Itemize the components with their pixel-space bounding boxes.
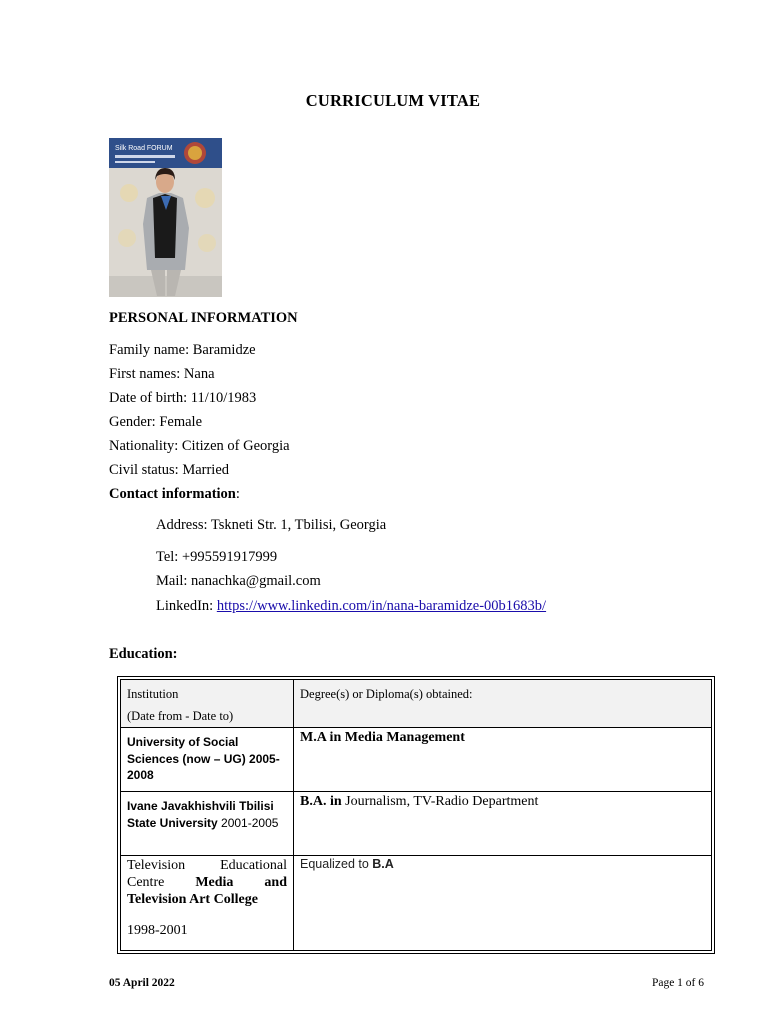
nationality: Nationality: Citizen of Georgia xyxy=(109,438,290,454)
gender: Gender: Female xyxy=(109,414,203,430)
civil-status: Civil status: Married xyxy=(109,462,230,478)
education-heading: Education: xyxy=(109,646,178,662)
date-of-birth: Date of birth: 11/10/1983 xyxy=(109,390,257,406)
profile-photo-image xyxy=(109,138,222,297)
footer-page-number: Page 1 of 6 xyxy=(651,977,704,989)
degree-prefix: Equalized to xyxy=(300,857,373,871)
personal-info-heading: PERSONAL INFORMATION xyxy=(109,310,298,326)
header-institution: Institution xyxy=(127,687,179,701)
degree-name: B.A xyxy=(372,857,394,871)
degree-detail: Journalism, TV-Radio Department xyxy=(341,794,539,809)
linkedin-link[interactable]: https://www.linkedin.com/in/nana-baramidze-00b1683b/ xyxy=(216,598,547,614)
family-name: Family name: Baramidze xyxy=(109,342,256,358)
education-table-grid xyxy=(120,679,712,951)
education-table-header xyxy=(121,680,712,728)
footer-date: 05 April 2022 xyxy=(109,977,175,989)
photo-backdrop-text: Silk Road FORUM xyxy=(115,145,173,152)
institution-cell xyxy=(121,856,294,951)
institution-name: Media and Television Art College xyxy=(127,875,287,907)
education-table xyxy=(117,676,715,954)
linkedin-label: LinkedIn: xyxy=(156,598,217,614)
degree-name: M.A in Media Management xyxy=(300,730,465,745)
institution-name: University of Social Sciences (now – UG) 2005-2008 xyxy=(127,735,280,782)
institution-name: Ivane Javakhishvili Tbilisi State University xyxy=(127,799,274,830)
contact-info-heading-text: Contact information xyxy=(109,486,236,502)
header-dates: (Date from - Date to) xyxy=(127,709,234,723)
institution-cell xyxy=(121,792,294,856)
table-row xyxy=(121,856,712,951)
first-names: First names: Nana xyxy=(109,366,215,382)
table-row xyxy=(121,792,712,856)
degree-cell xyxy=(294,856,712,951)
telephone: Tel: +995591917999 xyxy=(156,549,278,565)
email: Mail: nanachka@gmail.com xyxy=(156,573,321,589)
degree-cell xyxy=(294,792,712,856)
contact-info-colon: : xyxy=(235,486,240,502)
profile-photo xyxy=(109,138,222,297)
address: Address: Tskneti Str. 1, Tbilisi, Georgia xyxy=(156,517,387,533)
table-row xyxy=(121,728,712,792)
degree-cell xyxy=(294,728,712,792)
header-institution-cell xyxy=(121,680,294,728)
degree-name: B.A. in xyxy=(300,794,342,809)
institution-dates: 1998-2001 xyxy=(127,923,188,938)
institution-cell xyxy=(121,728,294,792)
page-title: CURRICULUM VITAE xyxy=(305,91,481,110)
institution-prefix: Television Educational Centre xyxy=(127,858,287,890)
linkedin-line xyxy=(156,598,546,615)
header-degree: Degree(s) or Diploma(s) obtained: xyxy=(300,687,473,701)
contact-info-heading xyxy=(109,486,240,503)
institution-dates: 2001-2005 xyxy=(217,815,279,830)
header-degree-cell xyxy=(294,680,712,728)
